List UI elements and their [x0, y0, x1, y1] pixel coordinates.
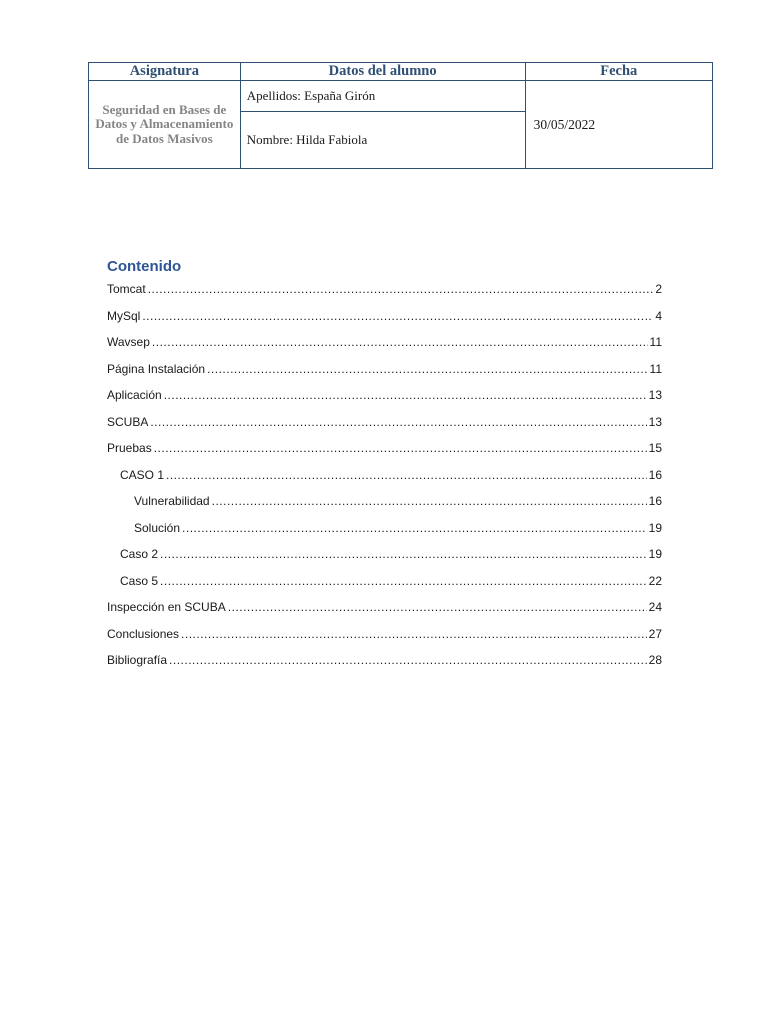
toc-entry-label[interactable]: Bibliografía — [107, 653, 168, 667]
toc-entry-label[interactable]: MySql — [107, 308, 141, 323]
toc-dot-leader — [181, 623, 647, 645]
toc-entry[interactable] — [107, 517, 662, 544]
toc-entry[interactable] — [107, 358, 662, 385]
toc-dot-leader — [169, 649, 647, 671]
toc-dot-leader — [148, 278, 654, 300]
toc-entry-label[interactable]: Inspección en SCUBA — [107, 600, 226, 614]
toc-entry[interactable] — [107, 384, 662, 411]
toc-entry-page[interactable]: 24 — [648, 600, 662, 614]
toc-entry[interactable] — [107, 570, 662, 597]
toc-entry-label[interactable]: Caso 2 — [120, 547, 159, 561]
toc-dot-leader — [166, 464, 647, 486]
toc-entry-label[interactable]: Página Instalación — [107, 361, 206, 376]
toc-dot-leader — [228, 596, 647, 618]
toc-entry-page[interactable]: 13 — [648, 388, 662, 402]
toc-entry-page[interactable]: 27 — [648, 626, 662, 641]
toc-entry-page[interactable]: 15 — [648, 441, 662, 455]
toc-entry-label[interactable]: Solución — [134, 520, 181, 535]
toc-entry[interactable] — [107, 649, 662, 676]
student-header-table — [88, 62, 713, 169]
toc-dot-leader — [160, 543, 647, 565]
student-surname: Apellidos: España Girón — [240, 81, 525, 112]
student-column-header: Datos del alumno — [240, 63, 525, 81]
toc-dot-leader — [152, 331, 648, 353]
toc-entry-label[interactable]: Tomcat — [107, 282, 146, 296]
subject-name: Seguridad en Bases de Datos y Almacenamiento de Datos Masivos — [89, 81, 241, 169]
toc-dot-leader — [164, 384, 647, 406]
subject-column-header: Asignatura — [89, 63, 241, 81]
toc-title: Contenido — [107, 258, 182, 275]
toc-list — [107, 278, 662, 676]
toc-entry-label[interactable]: Caso 5 — [120, 573, 159, 588]
toc-dot-leader — [207, 358, 647, 380]
table-of-contents — [107, 256, 662, 676]
toc-entry[interactable] — [107, 331, 662, 358]
toc-dot-leader — [160, 570, 647, 592]
toc-entry[interactable] — [107, 596, 662, 623]
toc-entry[interactable] — [107, 305, 662, 332]
toc-entry[interactable] — [107, 623, 662, 650]
toc-entry[interactable] — [107, 464, 662, 491]
student-name: Nombre: Hilda Fabiola — [240, 112, 525, 169]
toc-dot-leader — [154, 437, 647, 459]
toc-entry-page[interactable]: 19 — [648, 547, 662, 561]
toc-entry-page[interactable]: 4 — [655, 308, 662, 323]
toc-entry-page[interactable]: 19 — [648, 520, 662, 535]
apellidos-row — [89, 81, 713, 112]
toc-entry-page[interactable]: 22 — [648, 573, 662, 588]
toc-entry-label[interactable]: Aplicación — [107, 388, 162, 402]
toc-dot-leader — [182, 517, 647, 539]
toc-entry[interactable] — [107, 411, 662, 438]
date-column-header: Fecha — [525, 63, 712, 81]
toc-dot-leader — [142, 305, 653, 327]
toc-entry[interactable] — [107, 278, 662, 305]
toc-dot-leader — [150, 411, 646, 433]
toc-entry-page[interactable]: 13 — [648, 414, 662, 429]
toc-entry[interactable] — [107, 490, 662, 517]
toc-entry-page[interactable]: 11 — [649, 361, 662, 376]
toc-entry-page[interactable]: 2 — [655, 282, 662, 296]
toc-entry-label[interactable]: Wavsep — [107, 335, 150, 349]
toc-entry-label[interactable]: Pruebas — [107, 441, 152, 455]
toc-entry[interactable] — [107, 437, 662, 464]
toc-entry-page[interactable]: 16 — [648, 467, 662, 482]
toc-entry-label[interactable]: SCUBA — [107, 414, 149, 429]
toc-entry-label[interactable]: Conclusiones — [107, 626, 180, 641]
toc-dot-leader — [212, 490, 647, 512]
toc-entry[interactable] — [107, 543, 662, 570]
submission-date: 30/05/2022 — [525, 81, 712, 169]
toc-entry-page[interactable]: 16 — [648, 494, 662, 508]
toc-entry-page[interactable]: 28 — [648, 653, 662, 667]
toc-entry-page[interactable]: 11 — [649, 335, 662, 349]
toc-entry-label[interactable]: Vulnerabilidad — [134, 494, 210, 508]
toc-entry-label[interactable]: CASO 1 — [120, 467, 165, 482]
header-row — [89, 63, 713, 81]
